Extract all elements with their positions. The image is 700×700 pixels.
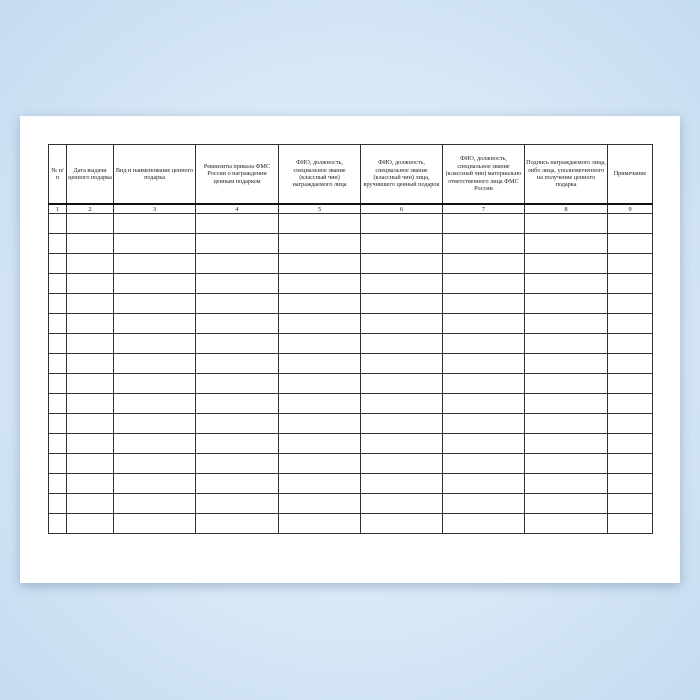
- table-row: [49, 274, 653, 294]
- empty-cell: [608, 354, 653, 374]
- empty-cell: [49, 214, 67, 234]
- empty-cell: [361, 434, 443, 454]
- empty-cell: [114, 374, 196, 394]
- empty-cell: [67, 514, 114, 534]
- empty-cell: [525, 294, 608, 314]
- empty-cell: [279, 254, 361, 274]
- empty-cell: [279, 234, 361, 254]
- empty-cell: [279, 354, 361, 374]
- empty-cell: [525, 214, 608, 234]
- empty-cell: [525, 274, 608, 294]
- empty-cell: [67, 394, 114, 414]
- empty-cell: [67, 434, 114, 454]
- column-number: 6: [361, 204, 443, 214]
- empty-cell: [608, 234, 653, 254]
- empty-cell: [114, 514, 196, 534]
- empty-cell: [67, 234, 114, 254]
- empty-cell: [443, 454, 525, 474]
- empty-cell: [49, 454, 67, 474]
- empty-cell: [279, 274, 361, 294]
- empty-cell: [279, 454, 361, 474]
- empty-cell: [443, 314, 525, 334]
- empty-cell: [196, 214, 279, 234]
- empty-cell: [279, 294, 361, 314]
- empty-cell: [608, 474, 653, 494]
- table-row: [49, 354, 653, 374]
- empty-cell: [525, 314, 608, 334]
- empty-cell: [361, 254, 443, 274]
- empty-cell: [114, 334, 196, 354]
- empty-cell: [49, 334, 67, 354]
- column-header: ФИО, должность, специальное звание (классный чин) материально ответственного лица ФМС России: [443, 145, 525, 205]
- empty-cell: [443, 374, 525, 394]
- empty-cell: [49, 274, 67, 294]
- column-header: Примечание: [608, 145, 653, 205]
- empty-cell: [525, 454, 608, 474]
- empty-cell: [525, 374, 608, 394]
- column-number: 2: [67, 204, 114, 214]
- empty-cell: [49, 294, 67, 314]
- empty-cell: [67, 454, 114, 474]
- empty-cell: [608, 494, 653, 514]
- column-number: 1: [49, 204, 67, 214]
- empty-cell: [608, 294, 653, 314]
- column-header: ФИО, должность, специальное звание (классный чин) награждаемого лица: [279, 145, 361, 205]
- table-row: [49, 254, 653, 274]
- gift-register-table: [48, 144, 653, 534]
- empty-cell: [49, 394, 67, 414]
- empty-cell: [279, 314, 361, 334]
- empty-cell: [279, 414, 361, 434]
- column-number: 8: [525, 204, 608, 214]
- empty-cell: [196, 454, 279, 474]
- empty-cell: [114, 474, 196, 494]
- empty-cell: [67, 314, 114, 334]
- empty-cell: [361, 454, 443, 474]
- empty-cell: [443, 434, 525, 454]
- empty-cell: [114, 234, 196, 254]
- empty-cell: [196, 254, 279, 274]
- empty-cell: [608, 274, 653, 294]
- empty-cell: [196, 394, 279, 414]
- empty-cell: [443, 494, 525, 514]
- empty-cell: [67, 374, 114, 394]
- empty-cell: [114, 294, 196, 314]
- empty-cell: [279, 494, 361, 514]
- empty-cell: [361, 334, 443, 354]
- empty-cell: [608, 434, 653, 454]
- column-number-row: [49, 204, 653, 214]
- empty-cell: [361, 374, 443, 394]
- empty-cell: [49, 354, 67, 374]
- empty-cell: [67, 274, 114, 294]
- empty-cell: [608, 414, 653, 434]
- empty-cell: [279, 334, 361, 354]
- empty-cell: [196, 274, 279, 294]
- table-row: [49, 214, 653, 234]
- empty-cell: [443, 414, 525, 434]
- empty-cell: [114, 254, 196, 274]
- empty-cell: [608, 254, 653, 274]
- empty-cell: [279, 374, 361, 394]
- column-header: Вид и наименование ценного подарка: [114, 145, 196, 205]
- empty-cell: [49, 414, 67, 434]
- empty-cell: [114, 214, 196, 234]
- empty-cell: [361, 514, 443, 534]
- empty-cell: [49, 234, 67, 254]
- table-row: [49, 334, 653, 354]
- empty-cell: [196, 414, 279, 434]
- empty-cell: [196, 494, 279, 514]
- column-number: 4: [196, 204, 279, 214]
- empty-cell: [279, 214, 361, 234]
- column-number: 5: [279, 204, 361, 214]
- empty-cell: [443, 514, 525, 534]
- empty-cell: [525, 334, 608, 354]
- empty-cell: [361, 494, 443, 514]
- empty-cell: [361, 274, 443, 294]
- empty-cell: [608, 454, 653, 474]
- empty-cell: [361, 474, 443, 494]
- empty-cell: [49, 314, 67, 334]
- empty-cell: [361, 294, 443, 314]
- empty-cell: [196, 374, 279, 394]
- table-row: [49, 314, 653, 334]
- empty-cell: [114, 414, 196, 434]
- empty-cell: [279, 394, 361, 414]
- column-header: Дата выдачи ценного подарка: [67, 145, 114, 205]
- table-row: [49, 394, 653, 414]
- empty-cell: [196, 234, 279, 254]
- empty-cell: [196, 474, 279, 494]
- empty-cell: [49, 434, 67, 454]
- empty-cell: [196, 314, 279, 334]
- table-row: [49, 494, 653, 514]
- empty-cell: [196, 434, 279, 454]
- empty-cell: [525, 514, 608, 534]
- empty-cell: [443, 254, 525, 274]
- empty-cell: [196, 334, 279, 354]
- empty-cell: [114, 314, 196, 334]
- table-row: [49, 434, 653, 454]
- empty-cell: [114, 394, 196, 414]
- table-row: [49, 474, 653, 494]
- column-header: ФИО, должность, специальное звание (классный чин) лица, вручившего ценный подарок: [361, 145, 443, 205]
- empty-cell: [114, 354, 196, 374]
- column-number: 9: [608, 204, 653, 214]
- empty-cell: [67, 254, 114, 274]
- table-body: [49, 214, 653, 534]
- empty-cell: [525, 394, 608, 414]
- empty-cell: [608, 334, 653, 354]
- column-header: № п/п: [49, 145, 67, 205]
- empty-cell: [361, 214, 443, 234]
- empty-cell: [443, 294, 525, 314]
- table-row: [49, 374, 653, 394]
- empty-cell: [608, 514, 653, 534]
- table-row: [49, 234, 653, 254]
- table-row: [49, 514, 653, 534]
- empty-cell: [443, 234, 525, 254]
- empty-cell: [361, 314, 443, 334]
- empty-cell: [525, 434, 608, 454]
- empty-cell: [525, 494, 608, 514]
- empty-cell: [67, 474, 114, 494]
- empty-cell: [67, 354, 114, 374]
- empty-cell: [443, 334, 525, 354]
- empty-cell: [67, 294, 114, 314]
- empty-cell: [525, 254, 608, 274]
- empty-cell: [49, 514, 67, 534]
- column-number: 7: [443, 204, 525, 214]
- empty-cell: [361, 234, 443, 254]
- empty-cell: [67, 494, 114, 514]
- empty-cell: [525, 234, 608, 254]
- empty-cell: [608, 214, 653, 234]
- empty-cell: [279, 434, 361, 454]
- column-header: Реквизиты приказа ФМС России о награждении ценным подарком: [196, 145, 279, 205]
- empty-cell: [196, 294, 279, 314]
- empty-cell: [443, 394, 525, 414]
- empty-cell: [114, 274, 196, 294]
- empty-cell: [114, 494, 196, 514]
- empty-cell: [196, 354, 279, 374]
- empty-cell: [443, 474, 525, 494]
- empty-cell: [361, 354, 443, 374]
- empty-cell: [67, 414, 114, 434]
- empty-cell: [608, 374, 653, 394]
- empty-cell: [67, 334, 114, 354]
- empty-cell: [525, 414, 608, 434]
- table-row: [49, 414, 653, 434]
- empty-cell: [443, 214, 525, 234]
- empty-cell: [49, 474, 67, 494]
- empty-cell: [196, 514, 279, 534]
- empty-cell: [361, 414, 443, 434]
- journal-sheet: [20, 116, 680, 583]
- empty-cell: [67, 214, 114, 234]
- empty-cell: [114, 434, 196, 454]
- empty-cell: [443, 274, 525, 294]
- empty-cell: [361, 394, 443, 414]
- empty-cell: [608, 394, 653, 414]
- table-row: [49, 294, 653, 314]
- table-header-row: [49, 145, 653, 205]
- column-number: 3: [114, 204, 196, 214]
- empty-cell: [525, 354, 608, 374]
- empty-cell: [525, 474, 608, 494]
- empty-cell: [279, 514, 361, 534]
- table-row: [49, 454, 653, 474]
- empty-cell: [279, 474, 361, 494]
- empty-cell: [49, 254, 67, 274]
- empty-cell: [608, 314, 653, 334]
- empty-cell: [49, 494, 67, 514]
- empty-cell: [443, 354, 525, 374]
- empty-cell: [49, 374, 67, 394]
- empty-cell: [114, 454, 196, 474]
- column-header: Подпись награждаемого лица, либо лица, уполномоченного на получение ценного подарка: [525, 145, 608, 205]
